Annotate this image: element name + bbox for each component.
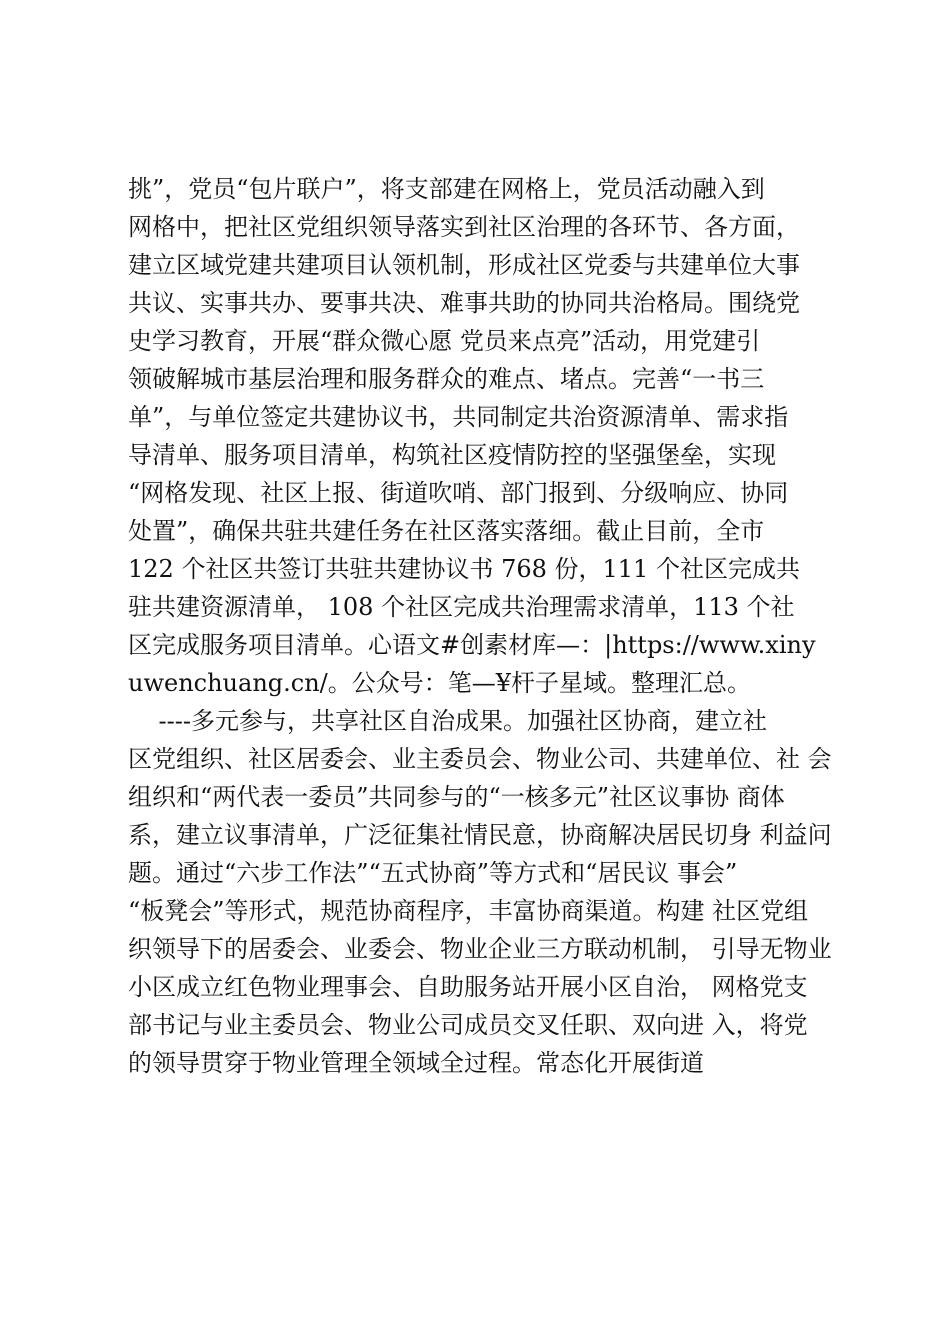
text-line: 区党组织、社区居委会、业主委员会、物业公司、共建单位、社 会 <box>128 745 832 773</box>
text-line: 领破解城市基层治理和服务群众的难点、堵点。完善“一书三 <box>128 365 765 393</box>
text-line: 122 个社区共签订共驻共建协议书 768 份，111 个社区完成共 <box>128 555 800 583</box>
text-line: ----多元参与，共享社区自治成果。加强社区协商，建立社 <box>128 707 767 735</box>
text-line: 导清单、服务项目清单，构筑社区疫情防控的坚强堡垒，实现 <box>128 441 776 469</box>
text-line: 单”，与单位签定共建协议书，共同制定共治资源清单、需求指 <box>128 403 789 431</box>
text-line: 系，建立议事清单，广泛征集社情民意，协商解决居民切身 利益问 <box>128 821 832 849</box>
text-line: 组织和“两代表一委员”共同参与的“一核多元”社区议事协 商体 <box>128 783 785 811</box>
text-line: 的领导贯穿于物业管理全领域全过程。常态化开展街道 <box>128 1049 704 1077</box>
text-line: 挑”，党员“包片联户”，将支部建在网格上，党员活动融入到 <box>128 175 765 203</box>
text-line: 处置”，确保共驻共建任务在社区落实落细。截止目前，全市 <box>128 517 765 545</box>
text-line: 共议、实事共办、要事共决、难事共助的协同共治格局。围绕党 <box>128 289 800 317</box>
text-line: 题。通过“六步工作法”“五式协商”等方式和“居民议 事会” <box>128 859 738 887</box>
text-line: uwenchuang.cn/。公众号：笔—¥杆子星域。整理汇总。 <box>128 669 752 697</box>
text-line: 小区成立红色物业理事会、自助服务站开展小区自治， 网格党支 <box>128 973 808 1001</box>
text-line: 部书记与业主委员会、物业公司成员交叉任职、双向进 入，将党 <box>128 1011 808 1039</box>
text-line: 驻共建资源清单， 108 个社区完成共治理需求清单，113 个社 <box>128 593 795 621</box>
text-line: 织领导下的居委会、业委会、物业企业三方联动机制， 引导无物业 <box>128 935 832 963</box>
text-line: 史学习教育，开展“群众微心愿 党员来点亮”活动，用党建引 <box>128 327 761 355</box>
text-line: “板凳会”等形式，规范协商程序，丰富协商渠道。构建 社区党组 <box>128 897 809 925</box>
body-text <box>128 170 868 1082</box>
text-line: 网格中，把社区党组织领导落实到社区治理的各环节、各方面， <box>128 213 800 241</box>
text-line: 建立区域党建共建项目认领机制，形成社区党委与共建单位大事 <box>128 251 800 279</box>
text-line: “网格发现、社区上报、街道吹哨、部门报到、分级响应、协同 <box>128 479 789 507</box>
text-line: 区完成服务项目清单。心语文#创素材库—：|https://www.xiny <box>128 631 816 659</box>
